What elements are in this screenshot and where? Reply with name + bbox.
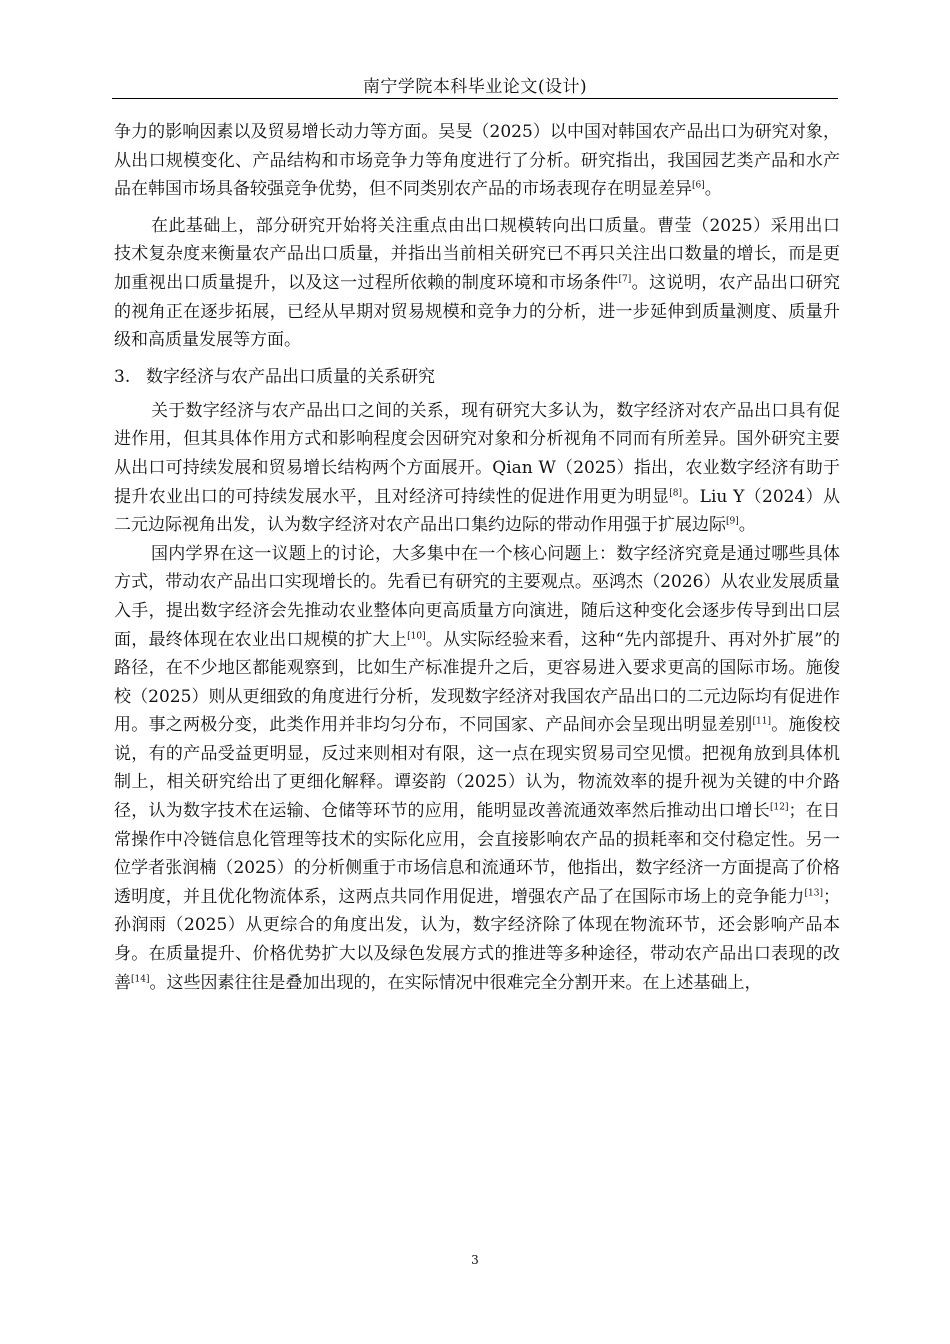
section-number: 3. [114,366,131,387]
header-rule [112,98,838,99]
paragraph-text: 关于数字经济与农产品出口之间的关系，现有研究大多认为，数字经济对农产品出口具有促进作用，但其具体作用方式和影响程度会因研究对象和分析视角不同而有所差异。国外研究主要从出口可持续发展和贸易增长结构两个方面展开。Qian W（2025）指出，农业数字经济有助于提升农业出口的可持续发展水平，且对经济可持续性的促进作用更为明显 [114,400,840,507]
citation-superscript: [6] [692,180,705,191]
citation-superscript: [8] [669,487,682,498]
page-number: 3 [471,1253,479,1267]
paragraph-p4 [114,540,840,998]
paragraph-text: 。 [738,515,756,536]
paragraph-p2 [114,212,840,355]
citation-superscript: [14] [131,973,150,984]
section-title: 数字经济与农产品出口质量的关系研究 [146,366,435,387]
paragraph-text: ；孙润雨（2025）从更综合的角度出发，认为，数字经济除了体现在物流环节，还会影响产品本身。在质量提升、价格优势扩大以及绿色发展方式的推进等多种途径，带动农产品出口表现的改善 [114,886,840,993]
running-header: 南宁学院本科毕业论文(设计) [362,77,588,97]
citation-superscript: [9] [726,516,739,527]
paragraph-text: 。从实际经验来看，这种“先内部提升、再对外扩展”的路径，在不少地区都能观察到，比如生产标准提升之后，更容易进入要求更高的国际市场。施俊校（2025）则从更细致的角度进行分析，发现数字经济对我国农产品出口的二元边际均有促进作用。事之两极分变，此类作用并非均匀分布，不同国家、产品间亦会呈现出明显差别 [114,629,841,736]
citation-superscript: [13] [804,888,823,899]
paragraph-text: 。施俊校说，有的产品受益更明显，反过来则相对有限，这一点在现实贸易司空见惯。把视角放到具体机制上，相关研究给出了更细化解释。谭姿韵（2025）认为，物流效率的提升视为关键的中介路径，认为数字技术在运输、仓储等环节的应用，能明显改善流通效率然后推动出口增长 [114,715,841,822]
paragraph-group-2 [114,397,840,997]
paragraph-group-1 [114,118,840,355]
paragraph-p3 [114,397,840,540]
paragraph-text: 。 [704,179,722,200]
paragraph-text: 。这说明，农产品出口研究的视角正在逐步拓展，已经从早期对贸易规模和竞争力的分析，进一步延伸到质量测度、质量升级和高质量发展等方面。 [114,272,841,351]
section-heading [114,363,840,391]
paragraph-text: 。这些因素往往是叠加出现的，在实际情况中很难完全分割开来。在上述基础上， [149,972,762,993]
citation-superscript: [12] [770,802,789,813]
paragraph-text: 在此基础上，部分研究开始将关注重点由出口规模转向出口质量。曹莹（2025）采用出口技术复杂度来衡量农产品出口质量，并指出当前相关研究已不再只关注出口数量的增长，而是更加重视出口质量提升，以及这一过程所依赖的制度环境和市场条件 [114,215,840,293]
citation-superscript: [11] [752,716,771,727]
paragraph-text: 争力的影响因素以及贸易增长动力等方面。吴旻（2025）以中国对韩国农产品出口为研究对象，从出口规模变化、产品结构和市场竞争力等角度进行了分析。研究指出，我国园艺类产品和水产品在韩国市场具备较强竞争优势，但不同类别农产品的市场表现存在明显差异 [114,122,840,200]
citation-superscript: [10] [407,630,426,641]
body-text [114,118,840,997]
paragraph-text: 国内学界在这一议题上的讨论，大多集中在一个核心问题上：数字经济究竟是通过哪些具体方式，带动农产品出口实现增长的。先看已有研究的主要观点。巫鸿杰（2026）从农业发展质量入手，提出数字经济会先推动农业整体向更高质量方向演进，随后这种变化会逐步传导到出口层面，最终体现在农业出口规模的扩大上 [114,543,840,650]
citation-superscript: [7] [618,274,632,285]
paragraph-text: ；在日常操作中冷链信息化管理等技术的实际化应用，会直接影响农产品的损耗率和交付稳定性。另一位学者张润楠（2025）的分析侧重于市场信息和流通环节，他指出，数字经济一方面提高了价格透明度，并且优化物流体系，这两点共同作用促进，增强农产品了在国际市场上的竞争能力 [114,801,841,907]
paragraph-text: 。Liu Y（2024）从二元边际视角出发，认为数字经济对农产品出口集约边际的带动作用强于扩展边际 [114,486,840,536]
paragraph-p1 [114,118,840,204]
